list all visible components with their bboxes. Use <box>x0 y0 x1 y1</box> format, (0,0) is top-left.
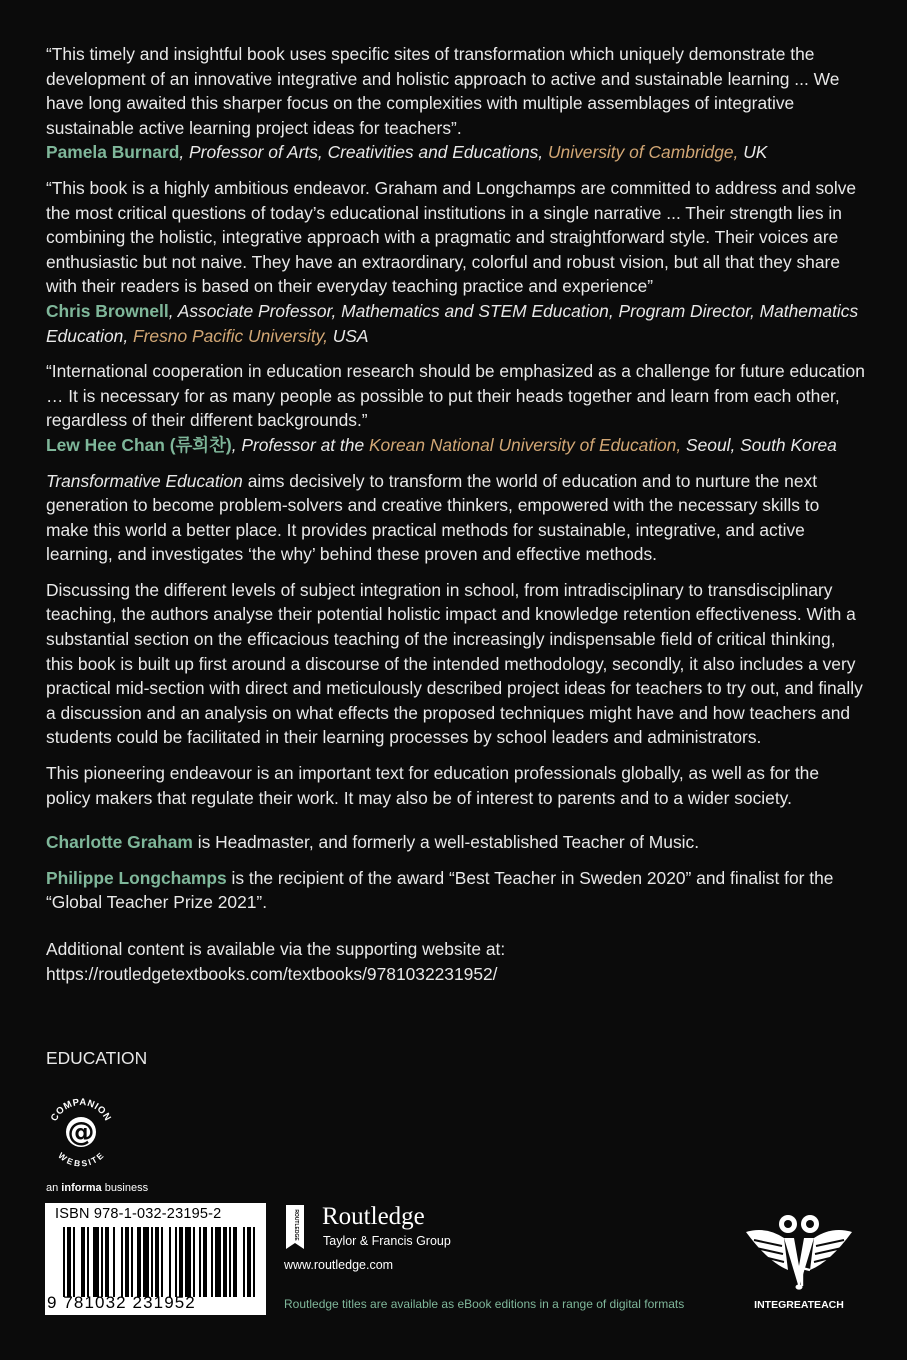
companion-website-badge <box>44 1095 118 1169</box>
endorser-institution: Fresno Pacific University, <box>133 325 328 346</box>
badge-bottom-text: WEBSITE <box>56 1150 106 1169</box>
badge-top-text: COMPANION <box>48 1096 114 1124</box>
back-cover-text <box>46 42 866 986</box>
endorsement-quote: “International cooperation in education research should be emphasized as a challenge for future education … It is necessary for as many people as possible to put their heads together and learn from each other, regardless of their different backgrounds.” <box>46 361 865 431</box>
endorser-institution: Korean National University of Education, <box>368 434 682 455</box>
author-name: Philippe Longchamps <box>46 867 227 888</box>
endorsement-3 <box>46 359 866 457</box>
author-bio-2 <box>46 866 866 915</box>
informa-tagline: an informa business <box>46 1182 149 1194</box>
description-paragraph-1 <box>46 469 866 567</box>
author-name: Charlotte Graham <box>46 832 193 853</box>
author-bio-1 <box>46 830 866 855</box>
informa-brand: informa <box>61 1182 102 1194</box>
author-bio: is the recipient of the award “Best Teacher in Sweden 2020” and finalist for the “Global Teacher Prize 2021”. <box>46 867 834 913</box>
endorser-location: UK <box>738 142 768 163</box>
book-title: Transformative Education <box>46 470 243 491</box>
website-info <box>46 937 866 986</box>
endorser-name: Pamela Burnard <box>46 142 180 163</box>
isbn-label: ISBN 978-1-032-23195-2 <box>55 1206 222 1222</box>
endorsement-2 <box>46 176 866 348</box>
endorser-institution: University of Cambridge, <box>547 142 739 163</box>
author-bio: is Headmaster, and formerly a well-established Teacher of Music. <box>192 832 700 853</box>
endorser-title: , Professor at the <box>231 434 369 455</box>
routledge-side-text: ROUTLEDGE <box>293 1209 299 1241</box>
integreateach-logo <box>738 1210 860 1314</box>
publisher-website[interactable]: www.routledge.com <box>284 1258 394 1272</box>
barcode-bars <box>63 1227 259 1297</box>
svg-text:WEBSITE <box>56 1150 105 1168</box>
subject-category: EDUCATION <box>46 1048 148 1068</box>
publisher-name: Routledge <box>322 1203 425 1230</box>
at-sign-icon: @ <box>67 1117 95 1148</box>
ebook-note: Routledge titles are available as eBook editions in a range of digital formats <box>284 1297 685 1311</box>
endorsement-1 <box>46 42 866 165</box>
v-shape-icon <box>784 1238 814 1288</box>
endorser-name: Chris Brownell <box>46 300 169 321</box>
website-url[interactable]: https://routledgetextbooks.com/textbooks/9781032231952/ <box>46 963 498 984</box>
isbn-barcode <box>45 1203 266 1315</box>
description-text: aims decisively to transform the world of education and to nurture the next generation to become problem-solvers and creative thinkers, empowered with the necessary skills to make this world a better place. It provides practical methods for sustainable, integrative, and active learning, and investigates ‘the why’ behind these proven and effective methods. <box>46 470 820 565</box>
barcode-digits: 9 781032 231952 <box>47 1293 196 1312</box>
integreateach-label: INTEGREATEACH <box>754 1299 844 1311</box>
website-intro: Additional content is available via the supporting website at: <box>46 939 506 959</box>
endorsement-quote: “This book is a highly ambitious endeavor. Graham and Longchamps are committed to address and solve the most critical questions of today’s educational institutions in a single narrative ... Their strength lies in combining the holistic, integrative approach with a pragmatic and straightforward style. Their voices are enthusiastic but not naive. They have an extraordinary, colorful and robust vision, but all that they share with their readers is based on their everyday teaching practice and experience” <box>46 177 857 297</box>
publisher-group: Taylor & Francis Group <box>323 1234 451 1248</box>
endorsement-quote: “This timely and insightful book uses specific sites of transformation which uniquely demonstrate the development of an innovative integrative and holistic approach to active and sustainable learning ... We have long awaited this sharper focus on the complexities with multiple assemblages of integrative sustainable active learning project ideas for teachers”. <box>46 44 840 138</box>
endorser-title: , Professor of Arts, Creativities and Educations, <box>179 142 548 163</box>
endorser-name: Lew Hee Chan (류희찬) <box>46 434 232 455</box>
endorser-title: , Associate Professor, Mathematics and STEM Education, Program Director, Mathematics Education, <box>46 300 859 346</box>
endorser-location: Seoul, South Korea <box>681 434 837 455</box>
description-paragraph-3: This pioneering endeavour is an important text for education professionals globally, as well as for the policy makers that regulate their work. It may also be of interest to parents and to a wider society. <box>46 763 820 808</box>
endorser-location: USA <box>327 325 369 346</box>
routledge-logo-mark <box>283 1203 307 1251</box>
description-paragraph-2: Discussing the different levels of subject integration in school, from intradisciplinary to transdisciplinary teaching, the authors analyse their potential holistic impact and knowledge retention effectiveness. With a substantial section on the efficacious teaching of the increasingly indispensable field of critical thinking, this book is built up first around a discourse of the intended methodology, secondly, it also includes a very practical mid-section with direct and meticulously described project ideas for teachers to try out, and finally a discussion and an analysis on what effects the proposed techniques might have and how teachers and students could be facilitated in their learning processes by school leaders and administrators. <box>46 579 863 748</box>
